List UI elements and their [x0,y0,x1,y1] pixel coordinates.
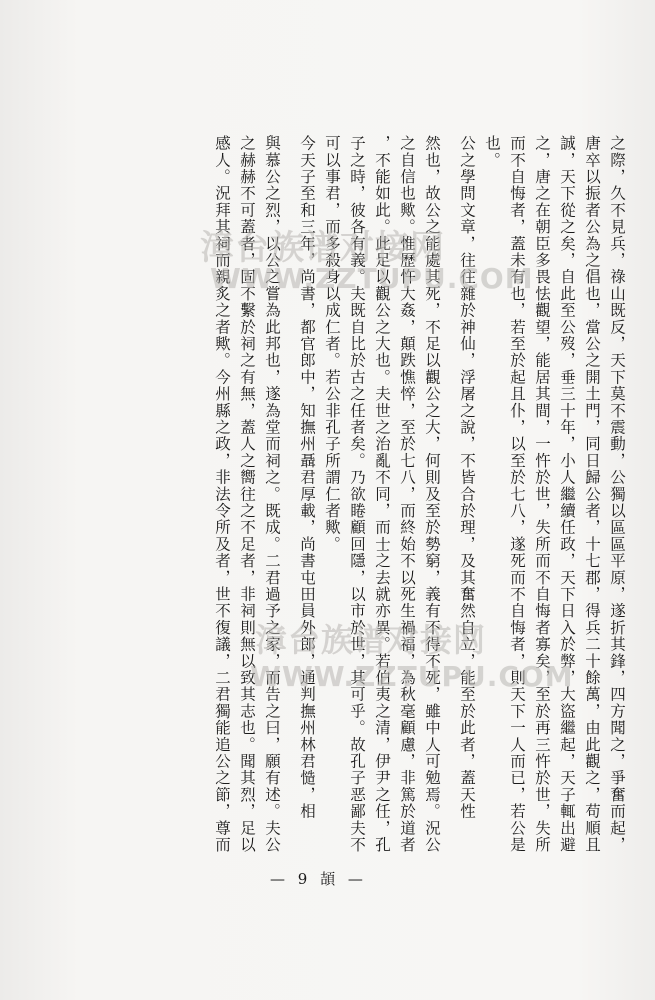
text-column-9: 之自信也歟。惟歷忤大姦，顛跌憔悴，至於七八，而終始不以死生禍福，為秋毫顧慮，非篤於道者 [398,135,416,854]
page-number: — 9 頡 — [270,870,367,888]
text-column-15: 之赫赫不可蓋者，固不繫於祠之有無，蓋人之嚮往之不足者，非祠則無以致其志也。聞其烈，足以 [238,135,256,854]
text-column-12: 可以事君，而多殺身以成仁者。若公非孔子所謂仁者歟。 [323,135,341,553]
watermark-url: WWW.ZZTUPU.COM [250,660,574,693]
text-column-16: 感人。況拜其祠而親炙之者歟。今州縣之政，非法令所及者，世不復議，二君獨能追公之節，尊而 [213,135,231,854]
text-column-3: 誠，天下從之矣，自此至公歿，垂三十年，小人繼續任政，天下日入於弊，大盜繼起，天子輒出避 [558,135,576,854]
text-column-4: 之，唐之在朝臣多畏怯觀望，能居其間，一忤於世，失所而不自悔者寡矣，至於再三忤於世，失所 [533,135,551,854]
watermark-text: 漳台族谱对接网 [255,621,487,659]
text-column-8: 然也，故公之能處其死，不足以觀公之大，何則及至於勢窮，義有不得不死，雖中人可勉焉。況公 [423,135,441,854]
text-column-10: ，不能如此。此足以觀公之大也。夫世之治亂不同，而士之去就亦異。若伯夷之清，伊尹之任，孔 [373,135,391,854]
text-column-5: 而不自悔者，蓋未有也，若至於起且仆，以至於七八，遂死而不自悔者，則天下一人而已，若公是 [508,135,526,854]
text-column-14: 與慕公之烈，以公之嘗為此邦也，遂為堂而祠之。既成。二君過予之家，而告之曰，願有述。夫公 [263,135,281,854]
text-column-13: 今天子至和三年，尚書，都官郎中，知撫州聶君厚載，尚書屯田員外郎，通判撫州林君慥，相 [298,135,316,820]
watermark-text: 漳台族谱对接网 [200,228,445,268]
watermark-url: WWW.ZZTUPU.COM [210,262,534,295]
text-column-2: 唐卒以振者公為之倡也，當公之開土門，同日歸公者，十七郡，得兵二十餘萬，由此觀之，苟順且 [583,135,601,854]
vertical-text-block [168,135,628,855]
text-column-11: 子之時，彼各有義。夫既自比於古之任者矣。乃欲睠顧回隱，以市於世，其可乎。故孔子恶鄙夫不 [348,135,366,854]
text-column-6: 也。 [483,135,501,169]
text-column-7: 公之學問文章，往往雜於神仙，浮屠之說，不皆合於理，及其奮然自立，能至於此者，蓋天性 [458,135,476,820]
text-column-1: 之際，久不見兵，祿山既反，天下莫不震動，公獨以區區平原，遂折其鋒，四方聞之，爭奮而起， [608,135,626,854]
